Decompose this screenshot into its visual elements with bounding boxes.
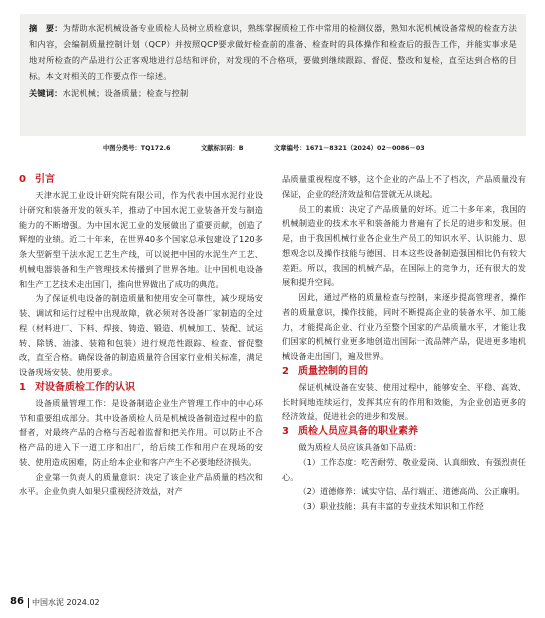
keywords-label: 关键词：	[29, 88, 63, 99]
page-number: 86	[10, 596, 24, 607]
paragraph: 天津水泥工业设计研究院有限公司，作为代表中国水泥行业设计研究和装备开发的领头羊，推动了中国水泥工业装备开发与制造能力的不断增强。为中国水泥工业的发展做出了重要贡献，创造了辉煌的业绩。近二十年来，在世界40多个国家总承包建设了120多条大型新型干法水泥工艺生产线，可以说把中国的水泥生产工艺、机械电器装备和生产管理技术传播到了世界各地。让中国机电设备和生产工艺技术走出国门，推向世界做出了成功的典范。	[19, 190, 263, 289]
article-number: 文章编号：1671－8321（2024）02－0086－03	[274, 145, 425, 152]
journal-name: 中国水泥 2024.02	[32, 598, 100, 607]
paragraph: 品质量重视程度不够，这个企业的产品上不了档次，产品质量没有保证，企业的经济效益和信誉就无从谈起。	[282, 174, 526, 199]
page-footer	[0, 596, 545, 614]
clc-number: 中图分类号：TQ172.6	[103, 145, 171, 152]
paragraph: 员工的素质：决定了产品质量的好坏。近二十多年来，我国的机械制造业的技术水平和装备能力普遍有了长足的进步和发展。但是，由于我国机械行业各企业生产员工的知识水平、认识能力、思想观念以及操作技能与德国、日本这些设备制造强国相比仍有较大差距。所以，我国的机械产品，在国际上的竞争力，还有很大的发展和提升空间。	[282, 203, 526, 288]
list-item: （2）道德修养：诚实守信、品行端正、道德高尚、公正廉明。	[298, 486, 525, 497]
left-column	[19, 172, 263, 499]
paragraph: 因此，通过严格的质量检查与控制，来逐步提高管理者，操作者的质量意识，操作技能，同时不断提高企业的装备水平、加工能力，才能提高企业、行业乃至整个国家的产品质量水平，才能让我们国家的机械行业更多地创造出国际一流品牌产品，促进更多地机械设备走出国门，遍及世界。	[282, 292, 526, 361]
section-heading-0	[19, 172, 263, 188]
footer-divider	[28, 598, 29, 608]
abstract-box	[20, 14, 526, 136]
document-code: 文献标识码：B	[201, 145, 244, 152]
keywords-text: 水泥机械；设备质量；检查与控制	[62, 88, 189, 99]
keywords-line	[29, 85, 517, 101]
right-column	[282, 172, 526, 514]
paragraph: 保证机械设备在安装、使用过程中，能够安全、平稳、高效、长时间地连续运行，发挥其应有的作用和效能，为企业创造更多的经济效益，促进社会的进步和发展。	[282, 381, 526, 422]
section-title: 质量控制的目的	[298, 365, 368, 377]
section-title: 质检人员应具备的职业素养	[298, 426, 418, 437]
section-number: 0	[19, 174, 26, 185]
paragraph: 设备质量管理工作：是设备制造企业生产管理工作中的中心环节和重要组成部分。其中设备质检人员是机械设备制造过程中的监督者，对最终产品的合格与否起着监督和把关作用。可以防止不合格产品的进入下一道工序和出厂，给后续工作和用户在现场的安装、使用造成困难，防止给本企业和客户产生不必要地经济损失。	[19, 397, 263, 467]
paragraph: 企业第一负责人的质量意识：决定了该企业产品质量的档次和水平。企业负责人如果只重视经济效益，对产	[19, 471, 263, 497]
paragraph: 做为质检人员应该具备如下品质：	[298, 442, 422, 452]
section-title: 对设备质检工作的认识	[35, 381, 135, 393]
section-heading-3	[282, 424, 526, 440]
section-heading-2	[282, 364, 526, 380]
section-number: 1	[19, 381, 26, 393]
section-heading-1	[19, 380, 263, 396]
paragraph: 为了保证机电设备的制造质量和使用安全可靠性，减少现场安装、调试和运行过程中出现故障，就必须对各设备厂家制造的全过程（材料进厂、下料、焊接、铸造、锻造、机械加工、装配、试运转、除锈、油漆、装箱和包装）进行规范性跟踪、检查、督促整改，直至合格。确保设备的制造质量符合国家行业相关标准，满足设备现场安装、使用要求。	[19, 293, 263, 377]
abstract-paragraph	[29, 20, 517, 84]
abstract-label: 摘 要：	[29, 23, 63, 33]
list-item: （3）职业技能：具有丰富的专业技术知识和工作经	[298, 501, 484, 511]
section-number: 2	[282, 365, 289, 377]
section-number: 3	[282, 426, 289, 437]
list-item: （1）工作态度：吃苦耐劳、敬业爱岗、认真细致、有强烈责任心。	[282, 456, 526, 482]
abstract-text: 为帮助水泥机械设备专业质检人员树立质检意识，熟练掌握质检工作中常用的检测仪器，熟知水泥机械设备常规的检查方法和内容，会编制质量控制计划（QCP）并按照QCP要求做好检查前的准备、检查时的具体操作和检查后的报告工作，并能实事求是地对所检查的产品进行公正客观地进行总结和评价，对发现的不合格项，要做到继续跟踪、督促、整改和复检，直至达到合格的目标。本文对相关的工作要点作一综述。	[29, 23, 517, 82]
section-title: 引言	[35, 174, 55, 185]
